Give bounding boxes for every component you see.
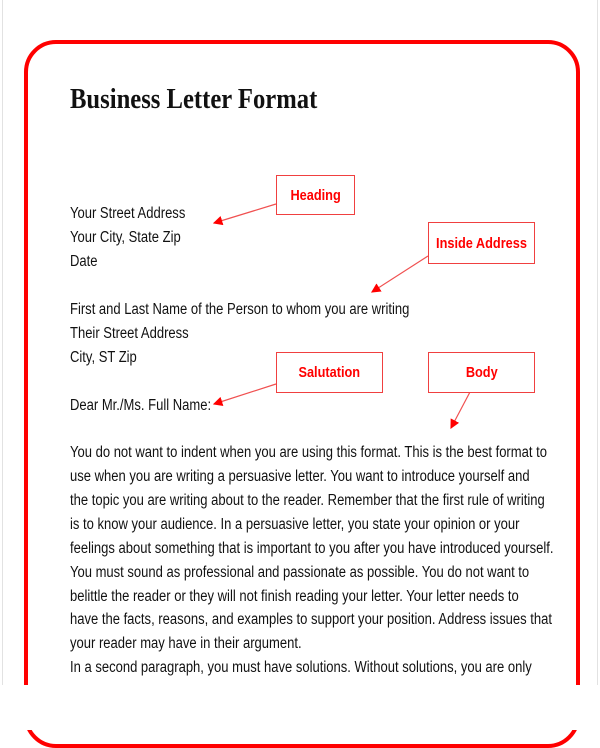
inside-address-arrow — [372, 256, 428, 292]
inside-address-label-box: Inside Address — [428, 222, 535, 264]
heading-line: Your City, State Zip — [70, 229, 181, 246]
body-line: your reader may have in their argument. — [70, 635, 302, 652]
body-line: have the facts, reasons, and examples to support your position. Address issues that — [70, 611, 553, 628]
inside-address-line: City, ST Zip — [70, 349, 137, 366]
heading-arrow — [214, 204, 276, 223]
body-line: You must sound as professional and passionate as possible. You do not want to — [70, 564, 530, 581]
body-line: You do not want to indent when you are using this format. This is the best format to — [70, 444, 547, 461]
body-line: the topic you are writing about to the reader. Remember that the first rule of writing — [70, 492, 545, 509]
inside-address-line: Their Street Address — [70, 325, 189, 342]
body-line: belittle the reader or they will not finish reading your letter. Your letter needs to — [70, 588, 519, 605]
body-line: In a second paragraph, you must have solutions. Without solutions, you are only — [70, 659, 532, 676]
heading-line: Date — [70, 253, 98, 270]
document-title: Business Letter Format — [70, 84, 318, 115]
body-label-box: Body — [428, 352, 535, 393]
salutation-label-box: Salutation — [276, 352, 383, 393]
heading-label-box: Heading — [276, 175, 355, 215]
body-line: feelings about something that is important to you after you have introduced yourself. — [70, 540, 554, 557]
body-line: is to know your audience. In a persuasive letter, you state your opinion or your — [70, 516, 520, 533]
body-line: use when you are writing a persuasive letter. You want to introduce yourself and — [70, 468, 530, 485]
salutation-arrow — [214, 384, 276, 404]
salutation-line: Dear Mr./Ms. Full Name: — [70, 397, 212, 414]
heading-line: Your Street Address — [70, 205, 186, 222]
body-arrow — [451, 392, 470, 428]
inside-address-line: First and Last Name of the Person to whom you are writing — [70, 301, 410, 318]
